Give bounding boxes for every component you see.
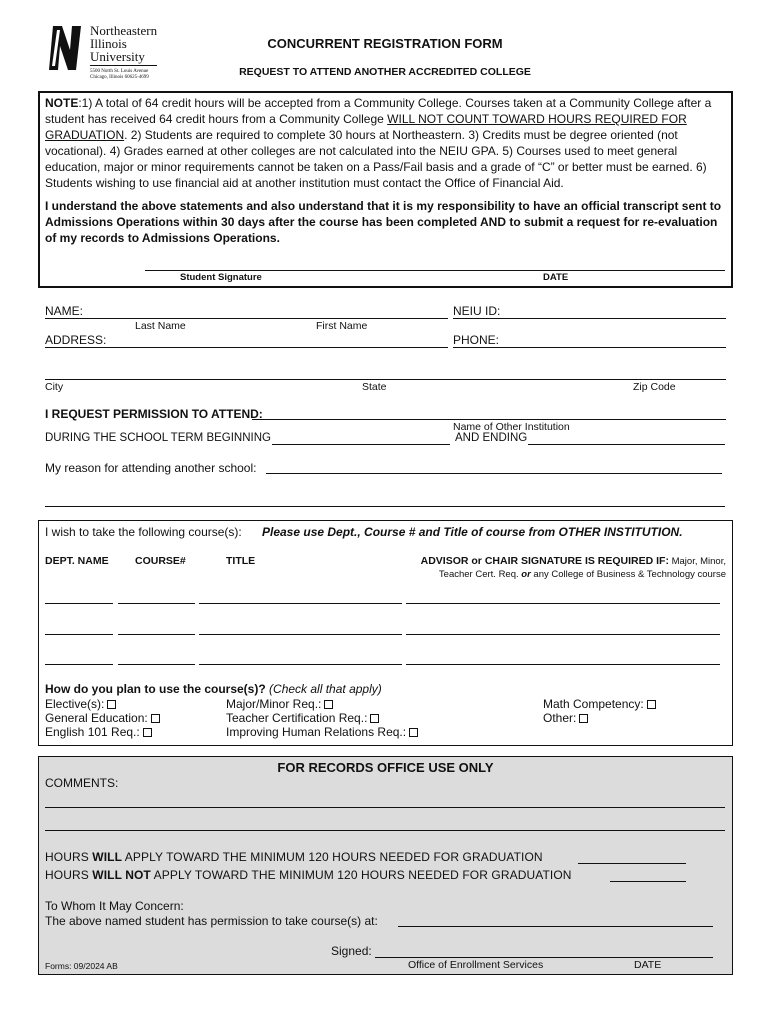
advisor-bold: ADVISOR or CHAIR SIGNATURE IS REQUIRED IF:	[420, 555, 669, 567]
student-signature-line[interactable]	[145, 270, 725, 271]
advisor-signature-field[interactable]	[406, 664, 720, 665]
note-text-2: . 2) Students are required to complete 30 hours at Northeastern. 3) Credits must be degree oriented (not vocational). 4) Grades earned at other colleges are not calculated into the NEIU GPA. 5) Courses used to meet general education, major or minor requirements cannot be taken on a Pass/Fail basis and a grade of “C” or better must be earned. 6) Students wishing to use financial aid at another institution must contact the Office of Financial Aid.	[45, 128, 707, 190]
logo-address-1: 5500 North St. Louis Avenue	[90, 69, 149, 74]
term-beginning-field[interactable]	[272, 444, 450, 445]
title-field[interactable]	[199, 664, 402, 665]
teacher-cert-checkbox[interactable]	[370, 714, 379, 723]
human-relations-checkbox[interactable]	[409, 728, 418, 737]
office-date-caption: DATE	[634, 959, 662, 971]
advisor-or: or	[521, 569, 531, 580]
option-human-relations-label: Improving Human Relations Req.:	[226, 725, 407, 739]
comments-label: COMMENTS:	[45, 776, 119, 790]
note-text	[45, 95, 730, 191]
hours-will-pre: HOURS	[45, 850, 93, 864]
option-math-label: Math Competency:	[543, 697, 644, 711]
col-dept-name: DEPT. NAME	[45, 555, 109, 567]
plan-question	[45, 682, 382, 696]
dept-field[interactable]	[45, 664, 113, 665]
logo-line-1: Northeastern	[90, 23, 158, 38]
records-office-heading: FOR RECORDS OFFICE USE ONLY	[277, 760, 494, 775]
col-course-number: COURSE#	[135, 555, 186, 567]
logo-address-2: Chicago, Illinois 60625-4699	[90, 75, 149, 80]
advisor-line2b: any College of Business & Technology course	[530, 569, 726, 580]
institution-field[interactable]	[252, 419, 726, 420]
office-signature-field[interactable]	[375, 957, 713, 958]
state-caption: State	[362, 381, 387, 393]
advisor-line2a: Teacher Cert. Req.	[438, 569, 522, 580]
last-name-caption: Last Name	[135, 320, 186, 332]
advisor-requirement	[390, 555, 726, 581]
neiu-id-field[interactable]	[453, 318, 726, 319]
course-number-field[interactable]	[118, 634, 195, 635]
title-field[interactable]	[199, 634, 402, 635]
option-elective-label: Elective(s):	[45, 697, 105, 711]
option-gen-ed-label: General Education:	[45, 711, 148, 725]
neiu-id-label: NEIU ID:	[453, 304, 501, 318]
option-human-relations[interactable]	[226, 725, 418, 739]
address-field[interactable]	[45, 347, 448, 348]
hours-will-apply	[45, 850, 543, 864]
form-title: CONCURRENT REGISTRATION FORM	[267, 36, 503, 51]
phone-label: PHONE:	[453, 333, 500, 347]
city-caption: City	[45, 381, 64, 393]
note-text-1: :1) A total of 64 credit hours will be accepted from a Community College. Courses taken at a Community College after a student has received 64 credit hours from a Community College	[45, 96, 712, 126]
reason-field-line-1[interactable]	[266, 473, 722, 474]
first-name-caption: First Name	[316, 320, 368, 332]
option-other[interactable]	[543, 711, 588, 725]
zip-caption: Zip Code	[633, 381, 676, 393]
option-teacher-cert[interactable]	[226, 711, 379, 725]
option-major-minor[interactable]	[226, 697, 333, 711]
comments-field-line-1[interactable]	[45, 807, 725, 808]
reason-label: My reason for attending another school:	[45, 461, 257, 475]
note-label: NOTE	[45, 96, 79, 110]
plan-hint: (Check all that apply)	[269, 682, 382, 696]
term-ending-field[interactable]	[528, 444, 725, 445]
student-signature-label: Student Signature	[180, 272, 262, 283]
logo-line-3: University	[90, 50, 157, 66]
reason-field-line-2[interactable]	[45, 506, 725, 507]
name-field[interactable]	[45, 318, 448, 319]
dept-field[interactable]	[45, 634, 113, 635]
hours-will-not-apply	[45, 868, 572, 882]
address-label: ADDRESS:	[45, 333, 107, 347]
courses-instruction: Please use Dept., Course # and Title of course from OTHER INSTITUTION.	[262, 525, 683, 539]
advisor-signature-field[interactable]	[406, 603, 720, 604]
col-title: TITLE	[226, 555, 256, 567]
form-code: Forms: 09/2024 AB	[45, 961, 118, 971]
permission-label: I REQUEST PERMISSION TO ATTEND:	[45, 407, 263, 421]
city-state-zip-field[interactable]	[45, 379, 726, 380]
option-major-minor-label: Major/Minor Req.:	[226, 697, 322, 711]
phone-field[interactable]	[453, 347, 726, 348]
option-math[interactable]	[543, 697, 656, 711]
responsibility-statement: I understand the above statements and also understand that it is my responsibility to have an official transcript sent to Admissions Operations within 30 days after the course has been completed AND to submit a request for re-evaluation of my records to Admissions Operations.	[45, 199, 722, 245]
permission-institution-field[interactable]	[398, 926, 713, 927]
institution-caption: Name of Other Institution	[453, 421, 570, 433]
option-elective[interactable]	[45, 697, 116, 711]
hours-not-bold: WILL NOT	[92, 868, 151, 882]
note-underlined: WILL NOT COUNT TOWARD HOURS REQUIRED FOR GRADUATION	[45, 112, 687, 142]
advisor-rest: Major, Minor,	[668, 556, 726, 567]
option-english-label: English 101 Req.:	[45, 725, 140, 739]
course-number-field[interactable]	[118, 603, 195, 604]
option-english[interactable]	[45, 725, 152, 739]
hours-will-bold: WILL	[92, 850, 123, 864]
advisor-signature-field[interactable]	[406, 634, 720, 635]
permission-statement: The above named student has permission to take course(s) at:	[45, 914, 378, 928]
major-minor-checkbox[interactable]	[324, 700, 333, 709]
signature-date-label: DATE	[543, 272, 569, 283]
hours-will-not-field[interactable]	[610, 881, 686, 882]
term-beginning-label: DURING THE SCHOOL TERM BEGINNING	[45, 432, 271, 444]
elective-checkbox[interactable]	[107, 700, 116, 709]
other-checkbox[interactable]	[579, 714, 588, 723]
courses-intro: I wish to take the following course(s):	[45, 525, 242, 539]
comments-field-line-2[interactable]	[45, 830, 725, 831]
option-teacher-cert-label: Teacher Certification Req.:	[226, 711, 368, 725]
option-other-label: Other:	[543, 711, 577, 725]
english-checkbox[interactable]	[143, 728, 152, 737]
dept-field[interactable]	[45, 603, 113, 604]
course-number-field[interactable]	[118, 664, 195, 665]
name-label: NAME:	[45, 304, 84, 318]
term-ending-label: AND ENDING	[455, 432, 528, 444]
title-field[interactable]	[199, 603, 402, 604]
gen-ed-checkbox[interactable]	[151, 714, 160, 723]
hours-not-post: APPLY TOWARD THE MINIMUM 120 HOURS NEEDED FOR GRADUATION	[150, 868, 572, 882]
records-office-box	[38, 756, 733, 975]
math-checkbox[interactable]	[647, 700, 656, 709]
hours-will-post: APPLY TOWARD THE MINIMUM 120 HOURS NEEDED FOR GRADUATION	[122, 850, 543, 864]
signed-label: Signed:	[331, 944, 372, 958]
to-whom-label: To Whom It May Concern:	[45, 899, 184, 913]
logo-line-2: Illinois	[90, 36, 127, 51]
option-gen-ed[interactable]	[45, 711, 160, 725]
hours-not-pre: HOURS	[45, 868, 93, 882]
form-subtitle: REQUEST TO ATTEND ANOTHER ACCREDITED COLLEGE	[239, 66, 531, 78]
hours-will-field[interactable]	[578, 863, 686, 864]
plan-question-text: How do you plan to use the course(s)?	[45, 682, 266, 696]
office-caption: Office of Enrollment Services	[408, 959, 544, 971]
